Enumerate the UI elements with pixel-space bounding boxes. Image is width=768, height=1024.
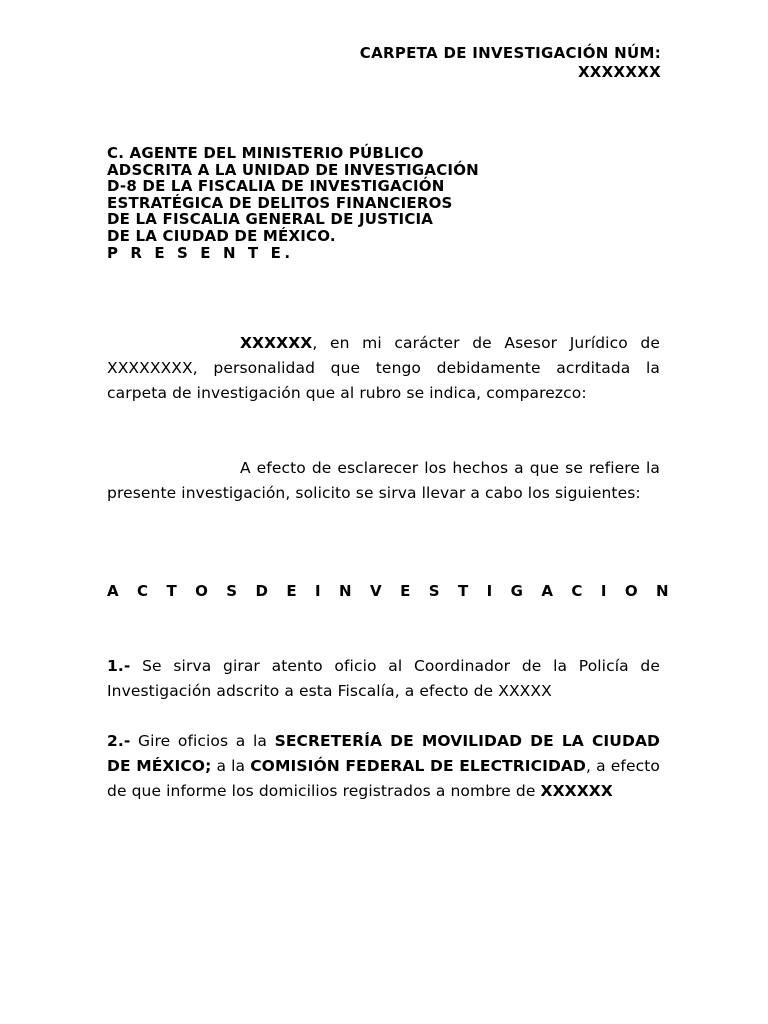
intro-name: XXXXXX (240, 334, 313, 352)
addressee-line: ADSCRITA A LA UNIDAD DE INVESTIGACIÓN (107, 160, 479, 179)
item-entity-cfe: COMISIÓN FEDERAL DE ELECTRICIDAD (250, 757, 586, 775)
addressee-line: C. AGENTE DEL MINISTERIO PÚBLICO (107, 144, 424, 162)
case-file-label: CARPETA DE INVESTIGACIÓN NÚM: (359, 44, 661, 62)
presente-line: P R E S E N T E. (107, 243, 294, 262)
case-file-number: XXXXXXX (577, 63, 661, 81)
item-entity-semovi: SECRETERÍA DE MOVILIDAD DE LA CIUDAD DE MÉXICO; (107, 732, 660, 775)
item-text: a la (211, 757, 251, 775)
item-number: 2.- (107, 732, 131, 750)
investigation-item-2 (107, 729, 660, 804)
investigation-item-1 (107, 654, 660, 704)
item-text: Se sirva girar atento oficio al Coordinador de la Policía de Investigación adscrito a esta Fiscalía, a efecto de XXXXX (107, 657, 660, 700)
addressee-line: DE LA FISCALIA GENERAL DE JUSTICIA (107, 210, 434, 229)
intro-text: , en mi carácter de Asesor Jurídico de XXXXXXXX, personalidad que tengo debidamente acrditada la carpeta de investigación que al rubro se indica, comparezco: (107, 334, 660, 402)
addressee-line: DE LA CIUDAD DE MÉXICO. (107, 226, 336, 245)
item-text: , a efecto de que informe los domicilios registrados a nombre de (107, 757, 660, 800)
case-file-header (300, 44, 661, 82)
addressee-line: D-8 DE LA FISCALIA DE INVESTIGACIÓN (107, 177, 445, 196)
section-title: A C T O S D E I N V E S T I G A C I O N (107, 582, 676, 600)
item-text: Gire oficios a la (130, 732, 275, 750)
item-person-name: XXXXXX (540, 782, 613, 800)
addressee-block (107, 145, 667, 261)
request-text: A efecto de esclarecer los hechos a que se refiere la presente investigación, solicito se sirva llevar a cabo los siguientes: (107, 459, 660, 502)
intro-paragraph (107, 331, 660, 406)
request-paragraph (107, 456, 660, 506)
item-number: 1.- (107, 657, 131, 675)
addressee-line: ESTRATÉGICA DE DELITOS FINANCIEROS (107, 193, 453, 212)
